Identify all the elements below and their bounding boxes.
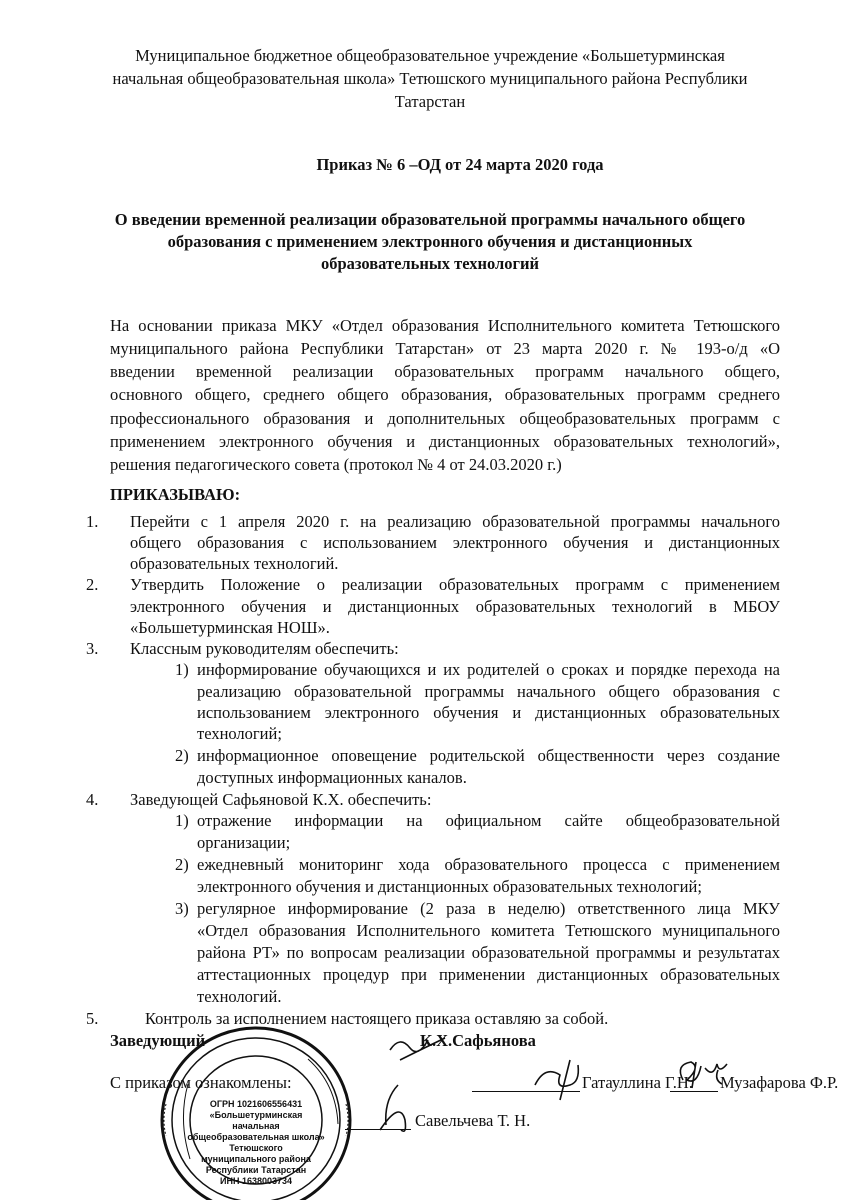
institution-header-line: Муниципальное бюджетное общеобразовательное учреждение «Большетурминская xyxy=(135,46,725,65)
item-number: 4. xyxy=(86,790,99,809)
subitem-line: ежедневный мониторинг хода образовательного процесса с применением xyxy=(197,855,780,874)
subitem-number: 1) xyxy=(175,811,189,830)
acknowledged-name: Гатауллина Г.Н. xyxy=(582,1073,693,1092)
subitem-number: 2) xyxy=(175,855,189,874)
order-item-line: Контроль за исполнением настоящего приказа оставляю за собой. xyxy=(145,1009,609,1028)
order-item-line: «Большетурминская НОШ». xyxy=(130,618,330,637)
item-number: 3. xyxy=(86,639,99,658)
head-label: Заведующий xyxy=(110,1031,206,1050)
order-word: ПРИКАЗЫВАЮ: xyxy=(110,485,241,504)
order-title: Приказ № 6 –ОД от 24 марта 2020 года xyxy=(316,155,604,174)
order-item-line: Классным руководителям обеспечить: xyxy=(130,639,399,658)
preamble-line: основного общего, среднего общего образования, образовательных программ среднего xyxy=(110,385,780,404)
subitem-number: 2) xyxy=(175,746,189,765)
order-item-line: Перейти с 1 апреля 2020 г. на реализацию образовательной программы начального xyxy=(130,512,780,531)
stamp-inn: ИНН 1638003734 xyxy=(219,1176,293,1186)
subitem-line: использованием электронного обучения и дистанционных образовательных xyxy=(197,703,780,722)
subitem-number: 1) xyxy=(175,660,189,679)
subitem-number: 3) xyxy=(175,899,189,918)
subitem-line: реализацию образовательной программы начального общего образования с xyxy=(197,682,780,701)
subitem-line: технологий; xyxy=(197,724,282,743)
preamble-line: На основании приказа МКУ «Отдел образования Исполнительного комитета Тетюшского xyxy=(110,316,780,335)
stamp-ogrn: ОГРН 1021606556431 xyxy=(209,1099,303,1109)
subitem-line: отражение информации на официальном сайте общеобразовательной xyxy=(197,811,780,830)
order-item-line: электронного обучения и дистанционных образовательных технологий в МБОУ xyxy=(130,597,780,616)
item-number: 5. xyxy=(86,1009,99,1028)
order-item-line: Заведующей Сафьяновой К.Х. обеспечить: xyxy=(130,790,432,809)
acknowledged-name: Музафарова Ф.Р. xyxy=(720,1073,839,1092)
order-item-line: Утвердить Положение о реализации образовательных программ с применением xyxy=(130,575,780,594)
institution-header-line: начальная общеобразовательная школа» Тетюшского муниципального района Республики xyxy=(112,69,748,88)
order-subject-line: О введении временной реализации образовательной программы начального общего xyxy=(114,210,746,229)
acknowledged-name: Савельчева Т. Н. xyxy=(415,1111,531,1130)
subitem-line: информационное оповещение родительской общественности через создание xyxy=(197,746,780,765)
stamp-text: начальная xyxy=(232,1121,280,1131)
preamble-line: применением электронного обучения и дистанционных образовательных технологий», xyxy=(110,432,780,451)
subitem-line: «Отдел образования Исполнительного комитета Тетюшского муниципального xyxy=(197,921,780,940)
institution-header-line: Татарстан xyxy=(394,92,466,111)
subitem-line: доступных информационных каналов. xyxy=(197,768,467,787)
order-item-line: общего образования с использованием электронного обучения и дистанционных xyxy=(130,533,780,552)
stamp-text: общеобразовательная школа» xyxy=(187,1132,325,1142)
stamp-text: Тетюшского xyxy=(229,1143,283,1153)
subitem-line: регулярное информирование (2 раза в неделю) ответственного лица МКУ xyxy=(197,899,780,918)
order-subject-line: образовательных технологий xyxy=(320,254,540,273)
subitem-line: аттестационных процедур при применении дистанционных образовательных xyxy=(197,965,780,984)
preamble-line: решения педагогического совета (протокол № 4 от 24.03.2020 г.) xyxy=(110,455,562,474)
order-item-line: образовательных технологий. xyxy=(130,554,339,573)
subitem-line: информирование обучающихся и их родителей о сроках и порядке перехода на xyxy=(197,660,780,679)
subitem-line: организации; xyxy=(197,833,291,852)
preamble-line: муниципального района Республики Татарстан» от 23 марта 2020 г. № 193-о/д «О xyxy=(110,339,780,358)
head-name: К.Х.Сафьянова xyxy=(420,1031,536,1050)
preamble-line: профессионального образования и дополнительных общеобразовательных программ с xyxy=(110,409,780,428)
subitem-line: района РТ» по вопросам реализации образовательной программы и результатах xyxy=(197,943,780,962)
item-number: 1. xyxy=(86,512,99,531)
stamp-text: Республики Татарстан xyxy=(205,1165,307,1175)
preamble-line: введении временной реализации образовательных программ начального общего, xyxy=(110,362,780,381)
stamp-text: «Большетурминская xyxy=(209,1110,303,1120)
stamp-text: муниципального района xyxy=(201,1154,311,1164)
order-subject-line: образования с применением электронного обучения и дистанционных xyxy=(167,232,693,251)
subitem-line: технологий. xyxy=(197,987,282,1006)
acknowledged-label: С приказом ознакомлены: xyxy=(110,1073,292,1092)
item-number: 2. xyxy=(86,575,99,594)
subitem-line: электронного обучения и дистанционных образовательных технологий; xyxy=(197,877,702,896)
